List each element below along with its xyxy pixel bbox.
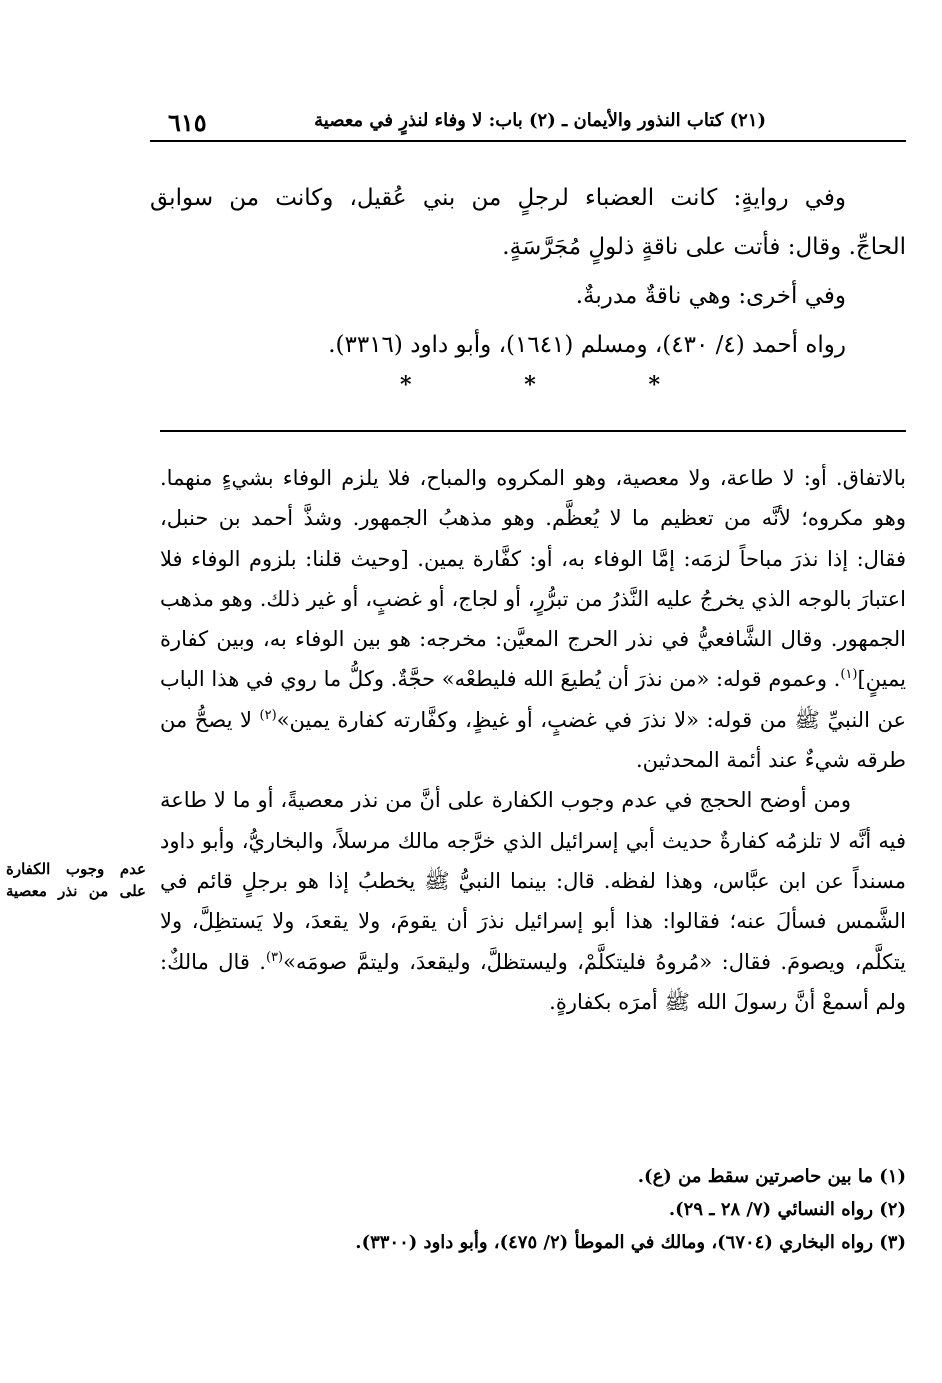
separator-star: * bbox=[524, 372, 536, 398]
hadith-text bbox=[150, 174, 906, 370]
hadith-line-4: رواه أحمد (٤/ ٤٣٠)، ومسلم (١٦٤١)، وأبو داود (٣٣١٦). bbox=[328, 332, 846, 358]
margin-note: عدم وجوب الكفارة على من نذر معصية bbox=[6, 860, 146, 900]
footnote-3: (٣) رواه البخاري (٦٧٠٤)، ومالك في الموطأ (٢/ ٤٧٥)، وأبو داود (٣٣٠٠). bbox=[355, 1232, 906, 1253]
separator-star: * bbox=[400, 372, 412, 398]
hadith-line-1: وفي روايةٍ: كانت العضباء لرجلٍ من بني عُقيل، وكانت من سوابق bbox=[150, 185, 846, 211]
footnote-ref-2: (٢) bbox=[259, 707, 277, 723]
footnotes bbox=[160, 1160, 906, 1259]
section-separator bbox=[400, 372, 660, 398]
commentary-p1-text: بالاتفاق. أو: لا طاعة، ولا معصية، وهو المكروه والمباح، فلا يلزم الوفاء بشيءٍ منهما. وهو مكروه؛ لأنَّه من تعظيم ما لا يُعظَّم. وهو مذهبُ الجمهور. وشذَّ أحمد بن حنبل، فقال: إذا نذرَ مباحاً لزمَه: إمَّا الوفاء به، أو: كفَّارة يمين. [وحيث قلنا: بلزوم الوفاء فلا اعتبارَ بالوجه الذي يخرجُ عليه النَّذرُ من تبرُّرٍ، أو لجاج، أو غضبٍ، أو غير ذلك. وهو مذهب الجمهور. وقال الشَّافعيُّ في نذر الحرج المعيَّن: مخرجه: هو بين الوفاء به، وبين كفارة يمينٍ] bbox=[160, 466, 906, 692]
commentary-rule bbox=[160, 430, 906, 432]
footnote-2: (٢) رواه النسائي (٧/ ٢٨ ـ ٢٩). bbox=[668, 1199, 906, 1220]
commentary-text bbox=[160, 458, 906, 1022]
commentary-p2-text-b: . قال مالكٌ: ولم أسمعْ أنَّ رسولَ الله ﷺ أمرَه بكفارةٍ. bbox=[160, 949, 906, 1014]
hadith-line-3: وفي أخرى: وهي ناقةٌ مدربةٌ. bbox=[575, 283, 846, 309]
header-rule bbox=[150, 140, 906, 142]
commentary-p1-text-c: لا يصحُّ من طرقه شيءٌ عند أئمة المحدثين. bbox=[160, 707, 906, 773]
separator-star: * bbox=[648, 372, 660, 398]
commentary-paragraph-2 bbox=[160, 780, 906, 1022]
hadith-line-2: الحاجِّ. وقال: فأتت على ناقةٍ ذلولٍ مُجَرَّسَةٍ. bbox=[502, 234, 906, 260]
running-header bbox=[150, 108, 906, 138]
footnote-1: (١) ما بين حاصرتين سقط من (ع). bbox=[637, 1166, 906, 1187]
header-title: (٢١) كتاب النذور والأيمان ـ (٢) باب: لا وفاء لنذرٍ في معصية bbox=[314, 110, 766, 131]
page-number: ٦١٥ bbox=[168, 108, 207, 137]
commentary-paragraph-1 bbox=[160, 458, 906, 780]
footnote-ref-1: (١) bbox=[840, 667, 858, 683]
footnote-ref-3: (٣) bbox=[265, 949, 284, 965]
commentary-p1-text-b: . وعموم قوله: «من نذرَ أن يُطيعَ الله فليطعْه» حجَّةٌ. وكلُّ ما روي في هذا الباب عن النبيِّ ﷺ من قوله: «لا نذرَ في غضبٍ، أو غيظٍ، وكفَّارته كفارة يمين» bbox=[159, 667, 906, 732]
commentary-p2-text: ومن أوضح الحجج في عدم وجوب الكفارة على أنَّ من نذر معصيةً، أو ما لا طاعة فيه أنَّه لا تلزمُه كفارةٌ حديث أبي إسرائيل الذي خرَّجه مالك مرسلاً، والبخاريُّ، وأبو داود مسنداً عن ابن عبَّاس، وهذا لفظه. قال: بينما النبيُّ ﷺ يخطبُ إذا هو برجلٍ قائم في الشَّمس فسألَ عنه؛ فقالوا: هذا أبو إسرائيل نذرَ أن يقومَ، ولا يقعدَ، ولا يَستظِلَّ، ولا يتكلَّم، ويصومَ. فقال: «مُروهُ فليتكلَّمْ، وليستظلَّ، وليقعدَ، وليتمَّ صومَه» bbox=[160, 788, 907, 974]
